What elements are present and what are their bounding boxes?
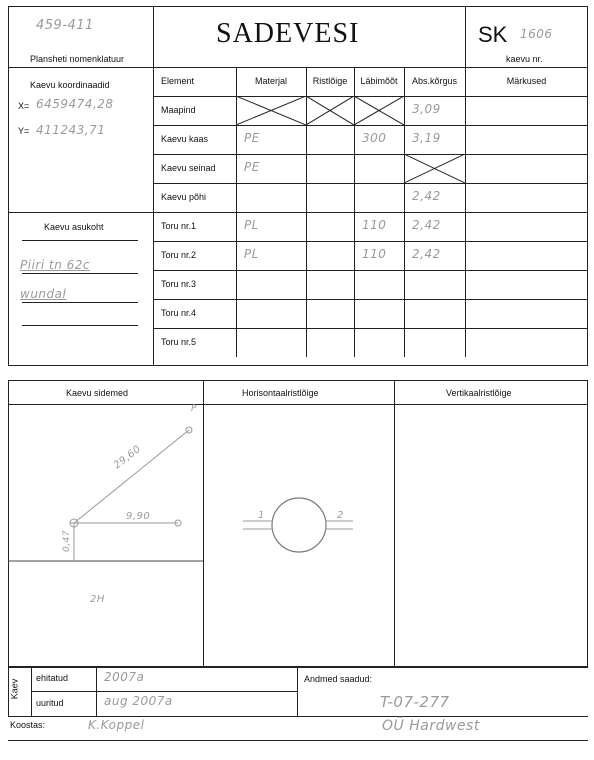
table-row-divider (153, 154, 588, 155)
table-row-divider (153, 241, 588, 242)
table-cell-abs: 2,42 (412, 189, 441, 203)
location-line-1 (22, 240, 138, 241)
built-label: ehitatud (36, 673, 69, 683)
y-label: Y= (18, 126, 30, 136)
table-row-label: Kaevu kaas (161, 134, 209, 144)
connections-sketch (8, 404, 203, 667)
table-header-ristloige: Ristlõige (312, 76, 348, 86)
table-row-label: Toru nr.3 (161, 279, 197, 289)
footer-side-label: Kaev (9, 678, 20, 700)
footer-bottom-border (8, 740, 588, 741)
data-source-value: T-07-277 (380, 693, 450, 711)
horizontal-section-sketch (203, 404, 394, 667)
location-label: Kaevu asukoht (44, 222, 104, 232)
table-header-markused: Märkused (506, 76, 547, 86)
connections-heading: Kaevu sidemed (66, 388, 129, 398)
vertical-section-heading: Vertikaalristlõige (446, 388, 512, 398)
table-cell-materjal: PL (244, 218, 259, 232)
crossed-out-cell (404, 154, 465, 183)
surveyed-label: uuritud (36, 698, 64, 708)
page-title: SADEVESI (216, 18, 360, 49)
table-header-labimoot: Läbimõõt (360, 76, 398, 86)
pipe-1-label: 1 (258, 510, 265, 521)
table-cell-labimoot: 110 (362, 247, 387, 261)
y-value: 411243,71 (36, 123, 106, 137)
table-row-divider (153, 328, 588, 329)
header-right-divider (465, 6, 466, 67)
table-row-label: Kaevu seinad (161, 163, 216, 173)
left-column-divider (153, 6, 154, 366)
well-label: kaevu nr. (506, 54, 543, 64)
x-label: X= (18, 101, 30, 111)
table-cell-labimoot: 110 (362, 218, 387, 232)
location-line-4 (22, 325, 138, 326)
company-name: OÜ Hardwest (382, 718, 480, 734)
table-cell-materjal: PE (244, 160, 260, 174)
nomenclature-value: 459-411 (36, 18, 94, 33)
table-header-materjal: Materjal (254, 76, 287, 86)
built-value: 2007a (104, 670, 145, 684)
dimension-diagonal: 29,60 (111, 443, 144, 472)
table-row-label: Toru nr.5 (161, 337, 197, 347)
footer-mid-divider (297, 667, 298, 716)
footer-divider (8, 716, 588, 717)
table-cell-materjal: PL (244, 247, 259, 261)
location-line-2 (22, 273, 138, 274)
location-address: Piiri tn 62c (20, 258, 90, 272)
footer-top-border (8, 667, 588, 668)
table-row-label: Toru nr.4 (161, 308, 197, 318)
x-value: 6459474,28 (36, 97, 114, 111)
table-cell-materjal: PE (244, 131, 260, 145)
coordinates-label: Kaevu koordinaadid (30, 80, 110, 90)
footer-row-divider (31, 691, 297, 692)
compiled-label: Koostas: (10, 720, 46, 730)
table-header-element: Element (161, 76, 195, 86)
table-row-label: Kaevu põhi (161, 192, 207, 202)
drawings-col-divider-2 (394, 380, 395, 667)
table-cell-labimoot: 300 (362, 131, 387, 145)
dimension-horizontal: 9,90 (126, 511, 151, 522)
table-row-divider (153, 270, 588, 271)
table-row-label: Toru nr.2 (161, 250, 197, 260)
location-divider (8, 212, 153, 213)
well-number: 1606 (520, 27, 553, 41)
table-cell-abs: 3,19 (412, 131, 441, 145)
sketch-note: 2H (90, 594, 105, 605)
horizontal-section-heading: Horisontaalristlõige (242, 388, 319, 398)
table-row-label: Maapind (161, 105, 196, 115)
crossed-out-cell (354, 96, 404, 125)
table-row-divider (153, 125, 588, 126)
table-row-divider (153, 183, 588, 184)
location-line-3 (22, 302, 138, 303)
crossed-out-cell (236, 96, 306, 125)
node-label-p: P (191, 404, 197, 414)
crossed-out-cell (306, 96, 354, 125)
pipe-2-label: 2 (337, 510, 344, 521)
well-prefix: SK (478, 22, 508, 47)
table-row-label: Toru nr.1 (161, 221, 197, 231)
table-header-abs: Abs.kõrgus (411, 76, 458, 86)
dimension-vertical: 0,47 (62, 529, 73, 553)
header-divider (8, 67, 588, 68)
data-source-label: Andmed saadud: (304, 674, 373, 684)
table-row-divider (153, 299, 588, 300)
compiled-by: K.Koppel (88, 718, 145, 732)
table-cell-abs: 2,42 (412, 247, 441, 261)
table-cell-abs: 3,09 (412, 102, 441, 116)
surveyed-value: aug 2007a (104, 694, 173, 708)
nomenclature-label: Plansheti nomenklatuur (30, 54, 125, 64)
location-note: wundal (20, 287, 67, 301)
table-row-divider (153, 212, 588, 213)
table-cell-abs: 2,42 (412, 218, 441, 232)
